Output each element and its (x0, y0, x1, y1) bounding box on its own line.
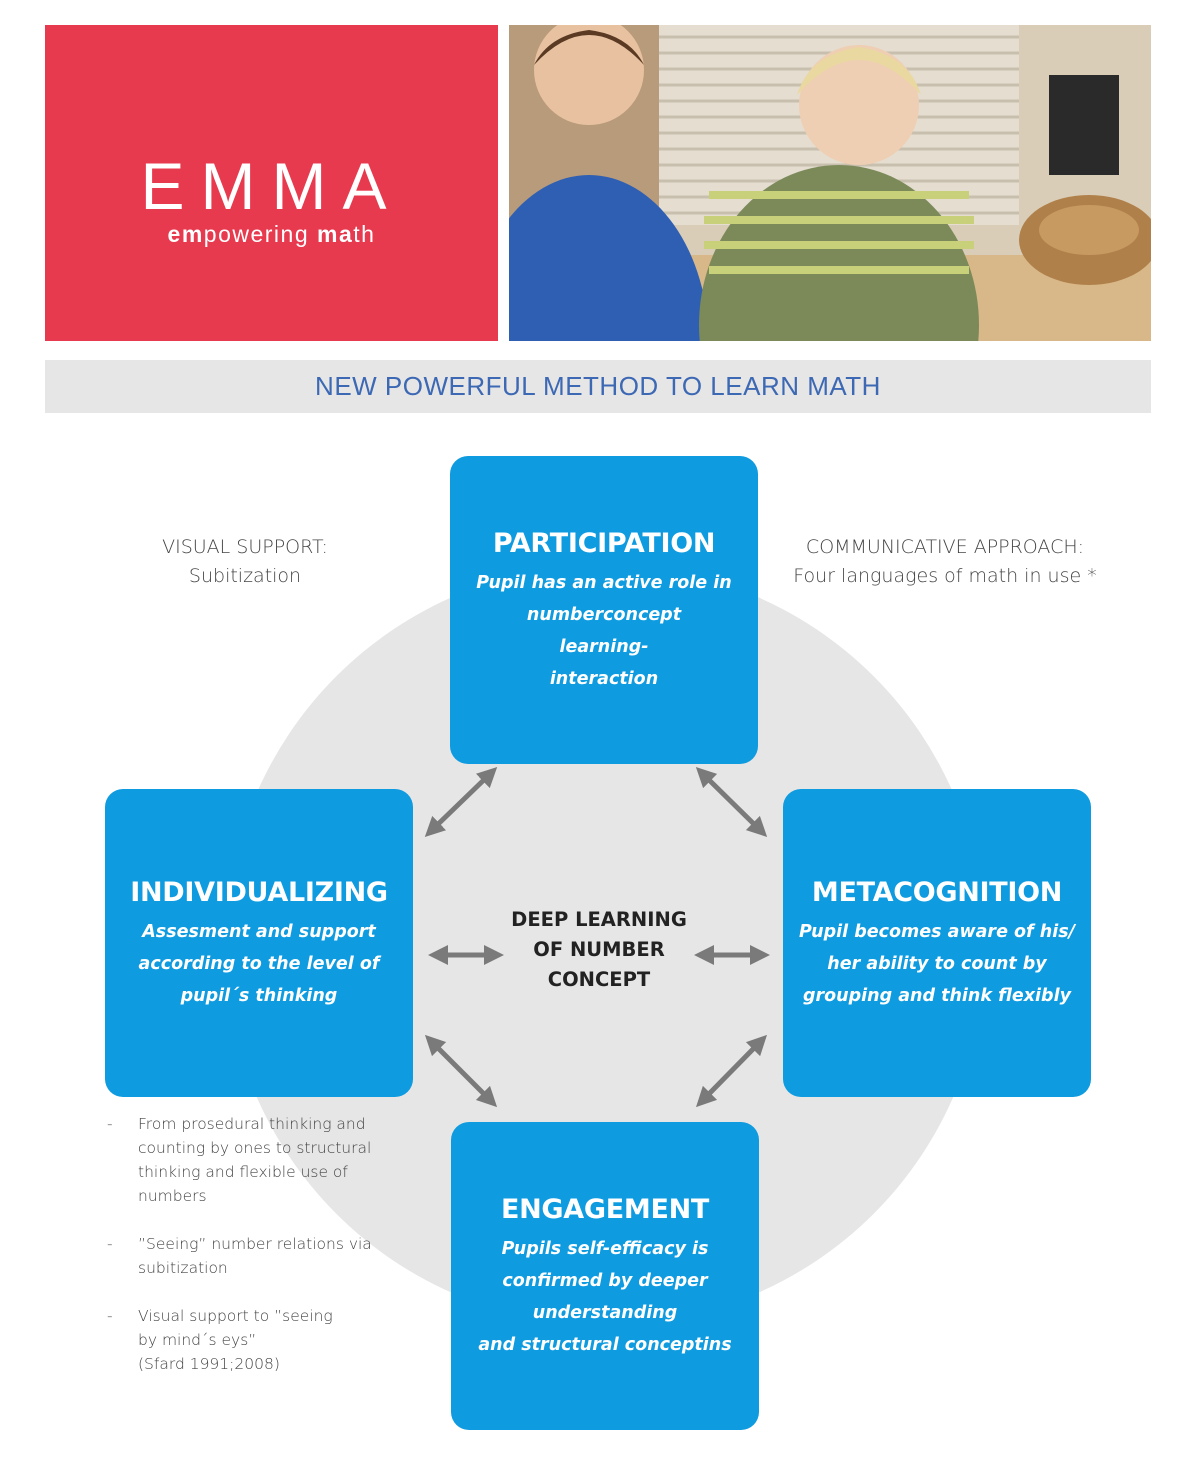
communicative-approach-value: Four languages of math in use * (793, 565, 1097, 587)
individualizing-title: INDIVIDUALIZING (130, 877, 388, 908)
participation-title: PARTICIPATION (492, 528, 716, 559)
individualizing-text: Assesment and support according to the level of pupil´s thinking (138, 922, 380, 1006)
headline-text: NEW POWERFUL METHOD TO LEARN MATH (315, 371, 881, 401)
engagement-text: Pupils self-efficacy is confirmed by deeper understanding and structural conceptins (478, 1239, 732, 1355)
arrow-individualizing-engagement (432, 1042, 490, 1100)
brand-subtitle-part: ma (317, 221, 354, 247)
arrow-metacognition-engagement (703, 1042, 760, 1100)
engagement-title: ENGAGEMENT (500, 1194, 710, 1225)
arrow-participation-individualizing (432, 774, 490, 830)
engagement-box (451, 1122, 759, 1430)
note-text: Visual support to ”seeing by mind´s eys” (138, 1307, 333, 1349)
brand-title: EMMA (140, 149, 403, 223)
individualizing-box (105, 789, 413, 1097)
metacognition-text: Pupil becomes aware of his/ her ability to count by grouping and think flexibly (798, 922, 1076, 1006)
notes-list (105, 1112, 425, 1400)
metacognition-title: METACOGNITION (811, 877, 1063, 908)
arrow-participation-metacognition (703, 774, 760, 830)
brand-subtitle-part: th (353, 221, 376, 247)
communicative-approach-label: COMMUNICATIVE APPROACH: (805, 536, 1085, 558)
note-item (105, 1304, 425, 1376)
note-item (105, 1112, 425, 1208)
note-citation: (Sfard 1991;2008) (138, 1355, 280, 1373)
metacognition-box (783, 789, 1091, 1097)
note-item (105, 1232, 425, 1280)
visual-support-label: VISUAL SUPPORT: (162, 536, 328, 558)
note-text: From prosedural thinking and counting by ones to structural thinking and flexible use of numbers (138, 1115, 372, 1205)
brand-subtitle-part: powering (203, 221, 318, 247)
participation-box (450, 456, 758, 764)
participation-text: Pupil has an active role in numberconcept learning- interaction (476, 573, 732, 689)
center-concept-text: DEEP LEARNING OF NUMBER CONCEPT (511, 908, 687, 991)
brand-subtitle-part: em (167, 221, 204, 247)
note-text: ”Seeing” number relations via subitization (138, 1235, 372, 1277)
visual-support-value: Subitization (188, 565, 302, 587)
